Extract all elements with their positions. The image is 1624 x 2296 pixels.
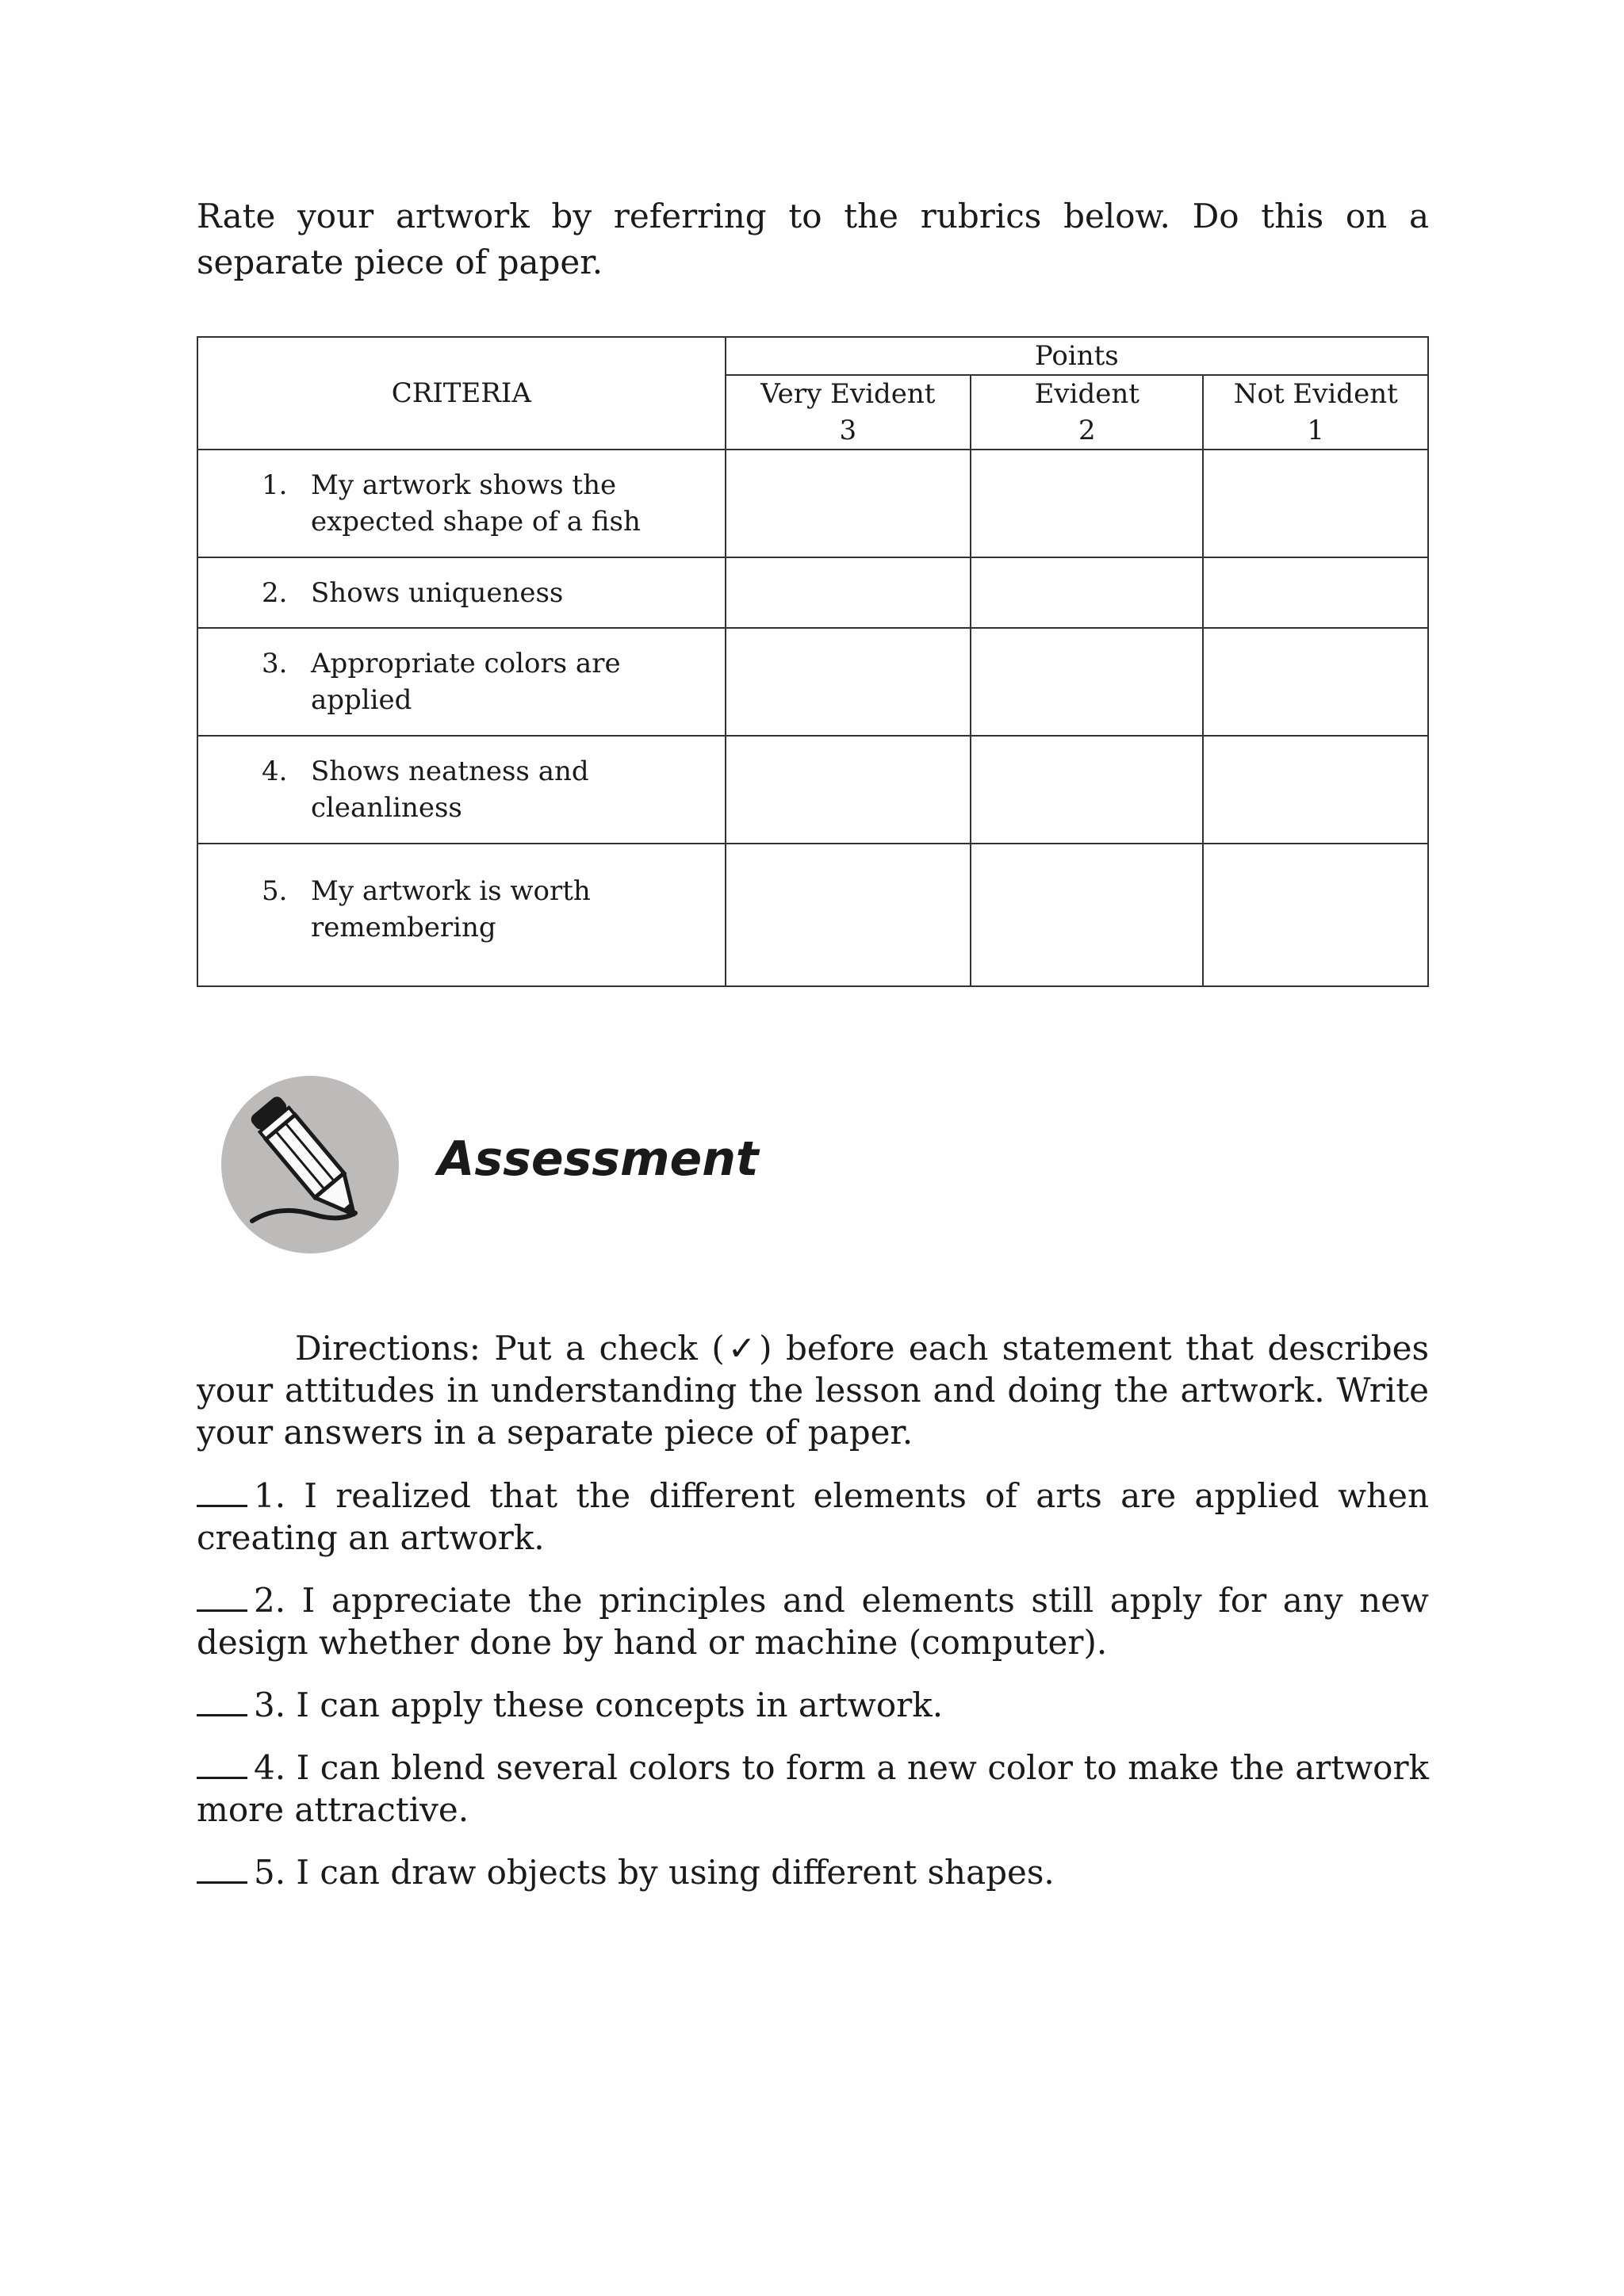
pencil-icon	[219, 1073, 401, 1256]
level-header-very-evident	[726, 375, 971, 450]
criterion-number: 1.	[262, 469, 288, 501]
level-value: 2	[1078, 415, 1096, 446]
criterion-text: My artwork shows the expected shape of a fish	[311, 469, 641, 538]
statement-text: 5. I can draw objects by using different shapes.	[254, 1853, 1055, 1892]
criterion-text: Shows uniqueness	[311, 576, 564, 609]
score-cell	[971, 450, 1203, 557]
score-cell	[971, 736, 1203, 844]
answer-blank[interactable]	[197, 1686, 247, 1716]
criterion-cell	[197, 628, 726, 736]
criterion-cell	[197, 844, 726, 986]
list-item	[197, 1579, 1429, 1663]
level-header-not-evident	[1203, 375, 1428, 450]
score-cell	[726, 557, 971, 628]
table-row	[197, 557, 1428, 628]
rubric-table	[197, 336, 1429, 987]
criterion-text: Appropriate colors are applied	[311, 648, 621, 716]
criterion-text: My artwork is worth remembering	[311, 875, 591, 943]
level-value: 1	[1307, 415, 1325, 446]
statement-text: 2. I appreciate the principles and elements still apply for any new design whether done by hand or machine (computer).	[197, 1581, 1429, 1662]
criterion-cell	[197, 557, 726, 628]
criteria-header: CRITERIA	[197, 337, 726, 450]
criterion-cell	[197, 736, 726, 844]
score-cell	[971, 557, 1203, 628]
criterion-text: Shows neatness and cleanliness	[311, 756, 589, 824]
score-cell	[1203, 557, 1428, 628]
section-title: Assessment	[438, 1131, 759, 1187]
statement-text: 4. I can blend several colors to form a new color to make the artwork more attractive.	[197, 1748, 1429, 1829]
level-label: Not Evident	[1233, 378, 1398, 410]
level-label: Evident	[1034, 378, 1139, 410]
list-item	[197, 1747, 1429, 1831]
statement-list	[197, 1475, 1429, 1914]
score-cell	[726, 736, 971, 844]
score-cell	[726, 844, 971, 986]
level-label: Very Evident	[760, 378, 936, 410]
table-row	[197, 628, 1428, 736]
list-item	[197, 1475, 1429, 1559]
points-header: Points	[726, 337, 1428, 375]
table-row	[197, 736, 1428, 844]
score-cell	[1203, 450, 1428, 557]
score-cell	[726, 628, 971, 736]
level-header-evident	[971, 375, 1203, 450]
level-value: 3	[839, 415, 857, 446]
intro-text: Rate your artwork by referring to the rubrics below. Do this on a separate piece of paper.	[197, 197, 1429, 281]
criterion-number: 4.	[262, 756, 288, 787]
list-item	[197, 1851, 1429, 1893]
list-item	[197, 1684, 1429, 1726]
answer-blank[interactable]	[197, 1476, 247, 1507]
table-row	[197, 844, 1428, 986]
directions-text: Directions: Put a check (✓) before each statement that describes your attitudes in understanding the lesson and doing the artwork. Write your answers in a separate piece of paper.	[197, 1329, 1429, 1452]
answer-blank[interactable]	[197, 1853, 247, 1884]
score-cell	[1203, 736, 1428, 844]
score-cell	[971, 628, 1203, 736]
criterion-number: 2.	[262, 576, 288, 609]
answer-blank[interactable]	[197, 1748, 247, 1779]
score-cell	[726, 450, 971, 557]
score-cell	[971, 844, 1203, 986]
statement-text: 3. I can apply these concepts in artwork.	[254, 1686, 944, 1724]
score-cell	[1203, 628, 1428, 736]
criterion-number: 5.	[262, 875, 288, 907]
criterion-number: 3.	[262, 648, 288, 679]
score-cell	[1203, 844, 1428, 986]
statement-text: 1. I realized that the different elements of arts are applied when creating an artwork.	[197, 1476, 1429, 1557]
answer-blank[interactable]	[197, 1581, 247, 1612]
table-row	[197, 450, 1428, 557]
criterion-cell	[197, 450, 726, 557]
